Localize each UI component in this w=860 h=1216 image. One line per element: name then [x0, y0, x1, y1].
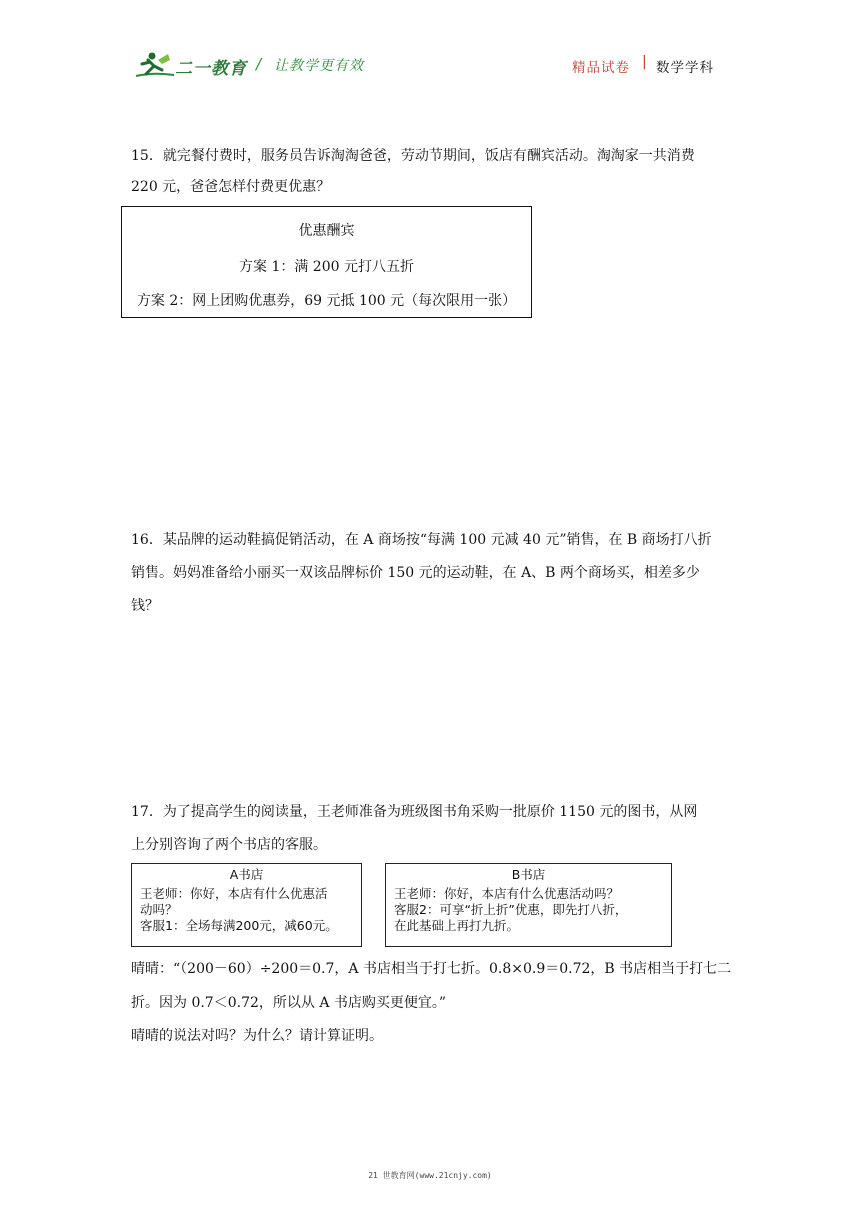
q17-line-2: 上分别咨询了两个书店的客服。 — [131, 837, 327, 853]
q15-offer-box — [121, 206, 532, 318]
shop-a-row-3: 客服1：全场每满200元，减60元。 — [140, 918, 338, 933]
q16-line-2: 销售。妈妈准备给小丽买一双该品牌标价 150 元的运动鞋，在 A、B 两个商场买，相差多少 — [131, 565, 700, 581]
brand-name: 二一教育 — [175, 59, 247, 79]
q17-qingqing-line-2: 折。因为 0.7＜0.72，所以从 A 书店购买更便宜。” — [131, 995, 447, 1011]
shop-a-box — [131, 863, 362, 947]
shop-b-title: B书店 — [511, 867, 546, 882]
shop-b-row-1: 王老师：你好，本店有什么优惠活动吗？ — [394, 886, 620, 901]
header-slash: / — [256, 55, 262, 73]
q17-qingqing-line-1: 晴晴：“（200－60）÷200＝0.7，A 书店相当于打七折。0.8×0.9＝0.72，B 书店相当于打七二 — [131, 961, 732, 977]
shop-b-row-2: 客服2：可享“折上折”优惠，即先打八折， — [394, 902, 628, 917]
shop-a-row-2: 动吗？ — [140, 902, 178, 917]
q15-line-2: 220 元，爸爸怎样付费更优惠？ — [131, 179, 331, 195]
header-separator: | — [642, 54, 647, 70]
shop-a-title: A书店 — [229, 867, 264, 882]
q15-plan-1: 方案 1：满 200 元打八五折 — [239, 259, 414, 275]
shop-a-row-1: 王老师：你好，本店有什么优惠活 — [140, 886, 328, 901]
q15-offer-title: 优惠酬宾 — [298, 223, 355, 239]
q17-question: 晴晴的说法对吗？为什么？请计算证明。 — [131, 1028, 383, 1044]
header-tag-premium: 精品试卷 — [572, 60, 630, 76]
q16-line-3: 钱？ — [131, 598, 159, 614]
brand-slogan: 让教学更有效 — [274, 58, 364, 74]
q15-line-1: 15．就完餐付费时，服务员告诉淘淘爸爸，劳动节期间，饭店有酬宾活动。淘淘家一共消费 — [131, 148, 695, 164]
q15-plan-2: 方案 2：网上团购优惠券，69 元抵 100 元（每次限用一张） — [136, 293, 517, 309]
q17-line-1: 17．为了提高学生的阅读量，王老师准备为班级图书角采购一批原价 1150 元的图书，从网 — [131, 804, 698, 820]
shop-b-row-3: 在此基础上再打九折。 — [394, 918, 520, 933]
q16-line-1: 16．某品牌的运动鞋搞促销活动，在 A 商场按“每满 100 元减 40 元”销售，在 B 商场打八折 — [131, 532, 712, 548]
header-tag-subject: 数学学科 — [656, 60, 714, 76]
shop-b-box — [385, 863, 672, 947]
page-footer: 21 世教育网(www.21cnjy.com) — [368, 1171, 492, 1180]
